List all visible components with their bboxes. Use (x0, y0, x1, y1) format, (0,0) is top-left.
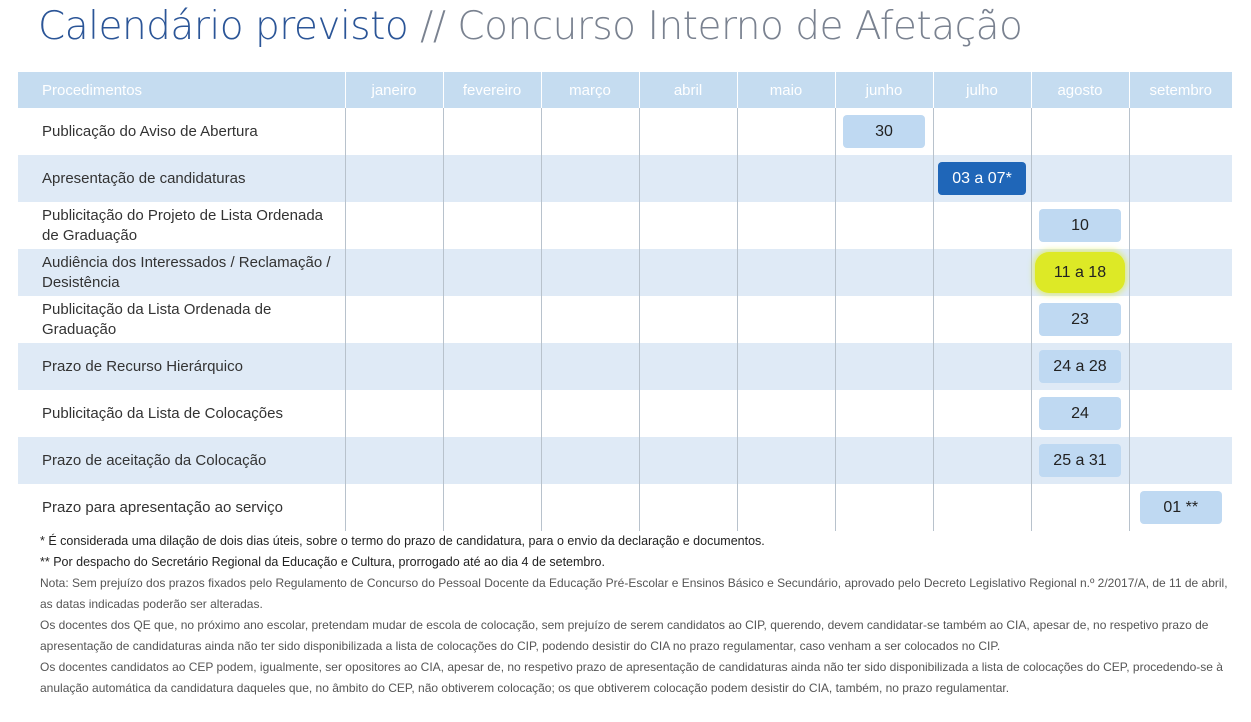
date-badge: 03 a 07* (938, 162, 1026, 195)
table-row (18, 296, 1232, 343)
row-label: Prazo de aceitação da Colocação (18, 437, 345, 484)
table-row (18, 390, 1232, 437)
row-label: Prazo de Recurso Hierárquico (18, 343, 345, 390)
header-janeiro: janeiro (345, 72, 443, 108)
notes-section (40, 531, 1230, 699)
table-row (18, 249, 1232, 296)
header-fevereiro: fevereiro (443, 72, 541, 108)
row-label: Publicitação do Projeto de Lista Ordenada de Graduação (42, 206, 324, 244)
header-procedimentos: Procedimentos (18, 72, 345, 108)
date-badge: 01 ** (1140, 491, 1222, 524)
row-label: Audiência dos Interessados / Reclamação / Desistência (18, 249, 345, 296)
date-badge: 10 (1039, 209, 1121, 242)
table-row (18, 155, 1232, 202)
highlighted-date-badge: 11 a 18 (1039, 256, 1121, 289)
row-label: Publicação do Aviso de Abertura (42, 122, 258, 140)
date-badge: 23 (1039, 303, 1121, 336)
header-junho: junho (835, 72, 933, 108)
date-badge: 25 a 31 (1039, 444, 1121, 477)
header-marco: março (541, 72, 639, 108)
row-label: Publicitação da Lista de Colocações (42, 404, 283, 422)
footnote-1: * É considerada uma dilação de dois dias úteis, sobre o termo do prazo de candidatura, para o envio da declaração e documentos. (40, 534, 765, 548)
header-row (18, 72, 1232, 108)
table-row (18, 343, 1232, 390)
row-label: Publicitação da Lista Ordenada de Graduação (42, 300, 272, 338)
date-badge: 30 (843, 115, 925, 148)
title-separator: // (408, 4, 458, 49)
page-title (38, 4, 1022, 49)
header-agosto: agosto (1031, 72, 1129, 108)
cip-paragraph: Os docentes dos QE que, no próximo ano escolar, pretendam mudar de escola de colocação, sem prejuízo de serem candidatos ao CIP, querendo, devem candidatar-se também ao CIA, apesar de, no respetivo prazo de apresentação de candidaturas ainda não ter sido disponibilizada a lista de colocações do CIP, podendo desistir do CIA no prazo regulamentar, caso venham a ser colocados no CIP. (40, 618, 1209, 653)
row-label: Apresentação de candidaturas (18, 155, 345, 202)
table-row (18, 437, 1232, 484)
title-subtitle: Concurso Interno de Afetação (457, 4, 1023, 49)
header-julho: julho (933, 72, 1031, 108)
footnote-2: ** Por despacho do Secretário Regional da Educação e Cultura, prorrogado até ao dia 4 de setembro. (40, 555, 605, 569)
header-abril: abril (639, 72, 737, 108)
note-paragraph: Nota: Sem prejuízo dos prazos fixados pelo Regulamento de Concurso do Pessoal Docente da Educação Pré-Escolar e Ensinos Básico e Secundário, aprovado pelo Decreto Legislativo Regional n.º 2/2017/A, de 11 de abril, as datas indicadas poderão ser alteradas. (40, 576, 1228, 611)
row-label: Prazo para apresentação ao serviço (42, 498, 283, 516)
table-row (18, 108, 1232, 155)
table-row (18, 484, 1232, 531)
calendar-table (18, 72, 1232, 531)
date-badge: 24 a 28 (1039, 350, 1121, 383)
header-maio: maio (737, 72, 835, 108)
date-badge: 24 (1039, 397, 1121, 430)
header-setembro: setembro (1129, 72, 1232, 108)
cep-paragraph: Os docentes candidatos ao CEP podem, igualmente, ser opositores ao CIA, apesar de, no respetivo prazo de apresentação de candidaturas ainda não ter sido disponibilizada a lista de colocações do CEP, procedendo-se à anulação automática da candidatura daqueles que, no âmbito do CEP, não obtiverem colocação; os que obtiverem colocação podem desistir do CIA, também, no prazo regulamentar. (40, 660, 1223, 695)
table-row (18, 202, 1232, 249)
title-main: Calendário previsto (38, 4, 409, 49)
